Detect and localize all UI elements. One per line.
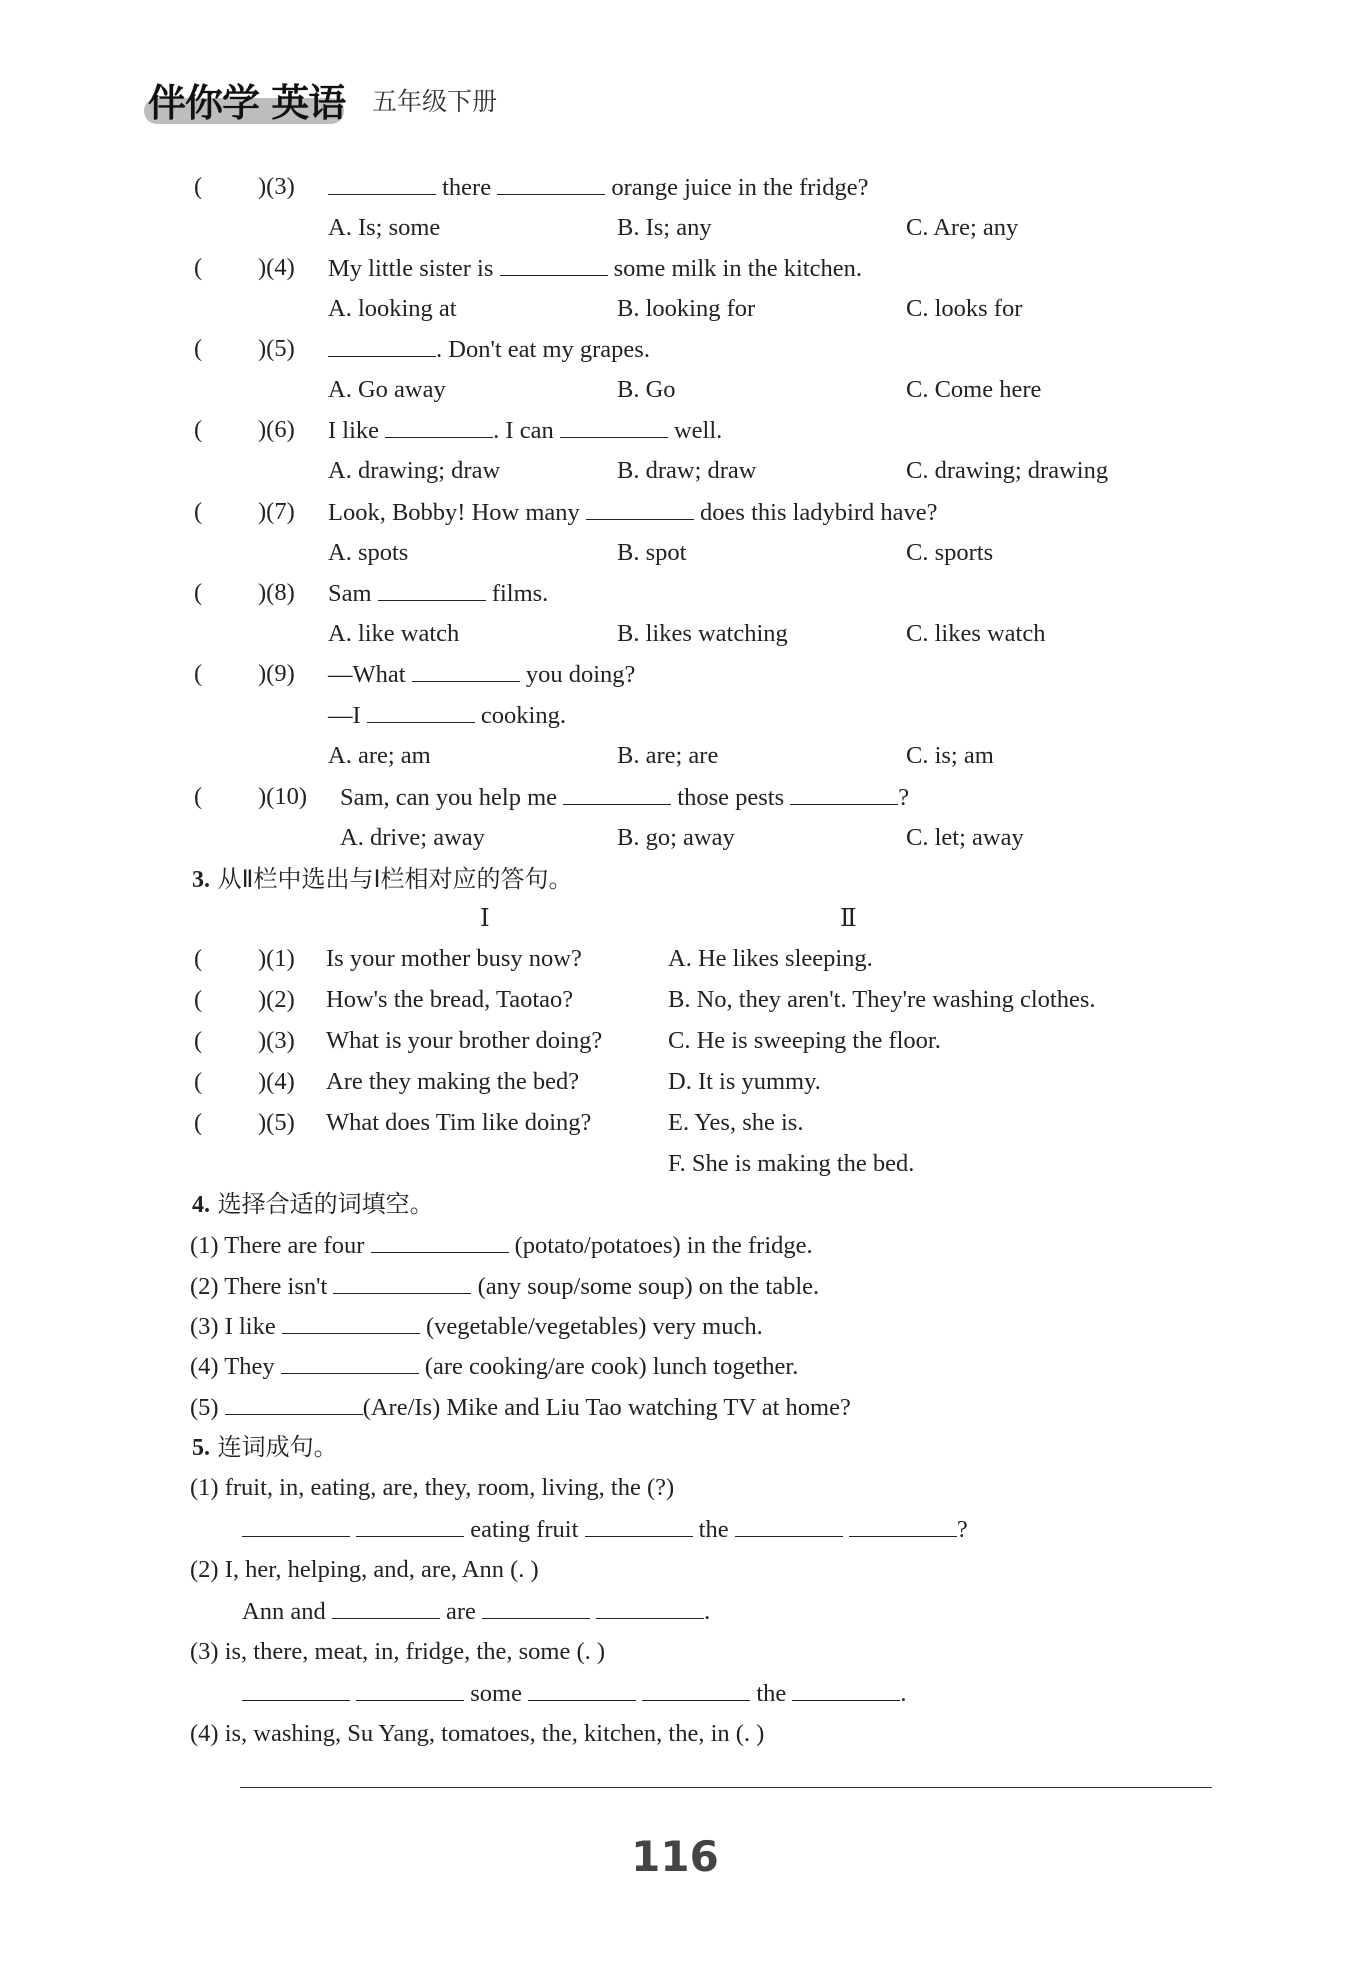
scramble-4-words: (4) is, washing, Su Yang, tomatoes, the, kitchen, the, in (. ) — [190, 1720, 765, 1747]
section-4-title: 4. 选择合适的词填空。 — [192, 1190, 434, 1218]
answer-blank[interactable] — [735, 1514, 843, 1537]
column-1-header: Ⅰ — [480, 905, 490, 932]
answer-blank[interactable] — [225, 1392, 363, 1415]
answer-blank[interactable] — [482, 1596, 590, 1619]
match-answer-e: E. Yes, she is. — [668, 1109, 804, 1136]
match-answer-b: B. No, they aren't. They're washing clothes. — [668, 986, 1096, 1013]
answer-blank[interactable] — [328, 334, 436, 357]
fill-item-2: (2) There isn't (any soup/some soup) on the table. — [190, 1273, 820, 1300]
column-2-header: Ⅱ — [840, 905, 857, 932]
answer-blank[interactable] — [560, 415, 668, 438]
scramble-1-answer: eating fruit the ? — [242, 1514, 968, 1545]
answer-blank[interactable] — [328, 172, 436, 195]
scramble-2-words: (2) I, her, helping, and, are, Ann (. ) — [190, 1556, 539, 1583]
answer-blank[interactable] — [371, 1230, 509, 1253]
answer-blank[interactable] — [356, 1678, 464, 1701]
match-answer-c: C. He is sweeping the floor. — [668, 1027, 941, 1054]
question-2-9-reply: —I cooking. — [328, 702, 566, 729]
match-answer-a: A. He likes sleeping. — [668, 945, 873, 972]
grade-label: 五年级下册 — [372, 87, 498, 116]
answer-blank[interactable] — [378, 578, 486, 601]
brand-title: 伴你学 英语 — [148, 81, 346, 125]
fill-item-5: (5) (Are/Is) Mike and Liu Tao watching TV at home? — [190, 1394, 851, 1421]
answer-blank[interactable] — [282, 1311, 420, 1334]
answer-blank[interactable] — [563, 782, 671, 805]
answer-blank[interactable] — [790, 782, 898, 805]
fill-item-4: (4) They (are cooking/are cook) lunch together. — [190, 1353, 799, 1380]
answer-blank[interactable] — [412, 659, 520, 682]
scramble-4-answer-line[interactable] — [240, 1787, 1212, 1788]
answer-blank[interactable] — [642, 1678, 750, 1701]
match-answer-f: F. She is making the bed. — [668, 1150, 915, 1177]
fill-item-1: (1) There are four (potato/potatoes) in the fridge. — [190, 1232, 813, 1259]
scramble-3-words: (3) is, there, meat, in, fridge, the, some (. ) — [190, 1638, 606, 1665]
answer-blank[interactable] — [242, 1514, 350, 1537]
answer-blank[interactable] — [792, 1678, 900, 1701]
answer-blank[interactable] — [497, 172, 605, 195]
answer-blank[interactable] — [849, 1514, 957, 1537]
answer-blank[interactable] — [585, 1514, 693, 1537]
answer-blank[interactable] — [367, 700, 475, 723]
scramble-2-answer: Ann and are . — [242, 1598, 711, 1625]
section-3-title: 3. 从Ⅱ栏中选出与Ⅰ栏相对应的答句。 — [192, 865, 573, 893]
answer-blank[interactable] — [596, 1596, 704, 1619]
answer-blank[interactable] — [281, 1351, 419, 1374]
section-5-title: 5. 连词成句。 — [192, 1433, 338, 1461]
answer-blank[interactable] — [528, 1678, 636, 1701]
answer-blank[interactable] — [385, 415, 493, 438]
scramble-1-words: (1) fruit, in, eating, are, they, room, living, the (?) — [190, 1474, 675, 1501]
scramble-3-answer: some the . — [242, 1678, 907, 1709]
answer-blank[interactable] — [333, 1271, 471, 1294]
answer-blank[interactable] — [332, 1596, 440, 1619]
fill-item-3: (3) I like (vegetable/vegetables) very much. — [190, 1313, 763, 1340]
page-number: 116 — [631, 1832, 719, 1881]
answer-blank[interactable] — [586, 497, 694, 520]
match-answer-d: D. It is yummy. — [668, 1068, 821, 1095]
answer-blank[interactable] — [356, 1514, 464, 1537]
answer-blank[interactable] — [500, 253, 608, 276]
answer-blank[interactable] — [242, 1678, 350, 1701]
